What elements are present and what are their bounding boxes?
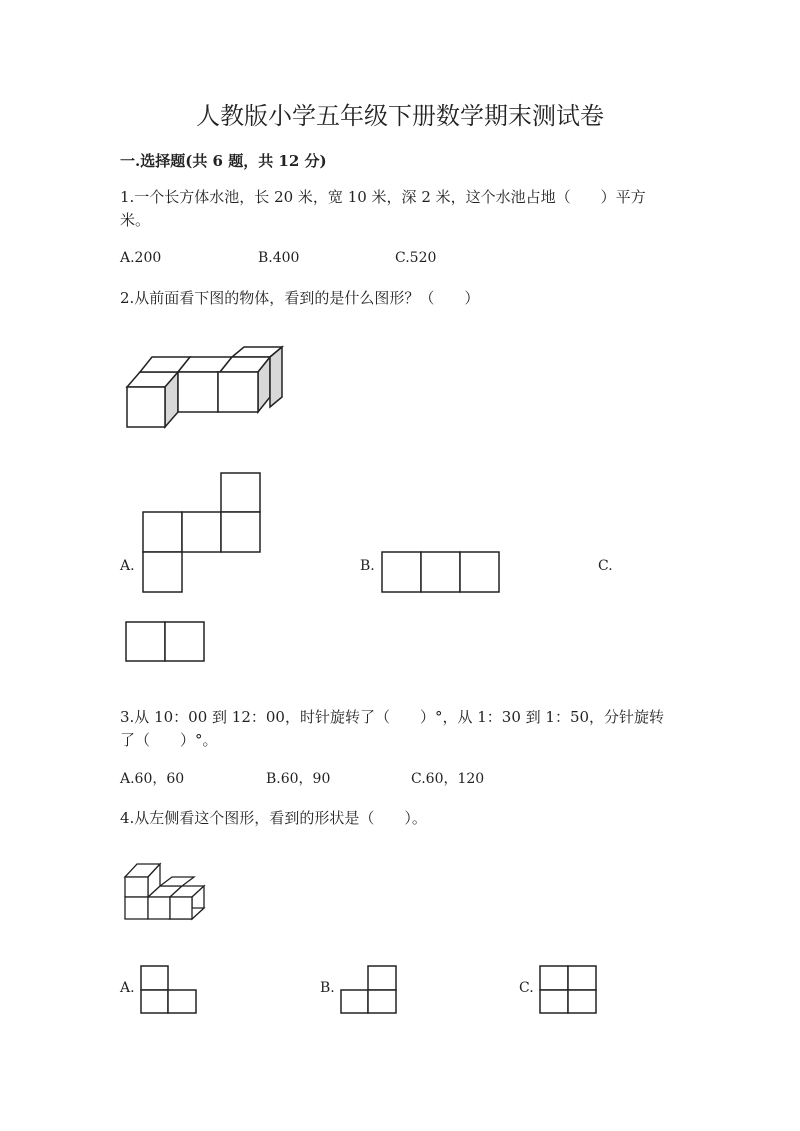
q3-text-line2: 了（ ）°。 [120,731,218,749]
q3-option-c[interactable]: C.60，120 [411,771,485,787]
q1-option-b[interactable]: B.400 [258,250,300,266]
q3-option-b[interactable]: B.60，90 [266,771,331,787]
q2-option-a[interactable]: A. [120,558,135,574]
q2-option-b[interactable]: B. [360,558,375,574]
q1-option-a[interactable]: A.200 [120,250,162,266]
q1-text-line2: 米。 [120,211,151,229]
q3-option-a[interactable]: A.60，60 [120,771,185,787]
q4-option-b[interactable]: B. [320,980,335,996]
q4-text: 4.从左侧看这个图形，看到的形状是（ ）。 [120,809,427,827]
page-title: 人教版小学五年级下册数学期末测试卷 [196,102,604,130]
q2-option-c[interactable]: C. [598,558,613,574]
q4-option-c[interactable]: C. [519,980,534,996]
q2-text: 2.从前面看下图的物体，看到的是什么图形？（ ） [120,289,480,307]
q3-text-line1: 3.从 10：00 到 12：00，时针旋转了（ ）°，从 1：30 到 1：50，分针旋转 [120,708,665,726]
q1-option-c[interactable]: C.520 [395,250,437,266]
q1-text-line1: 1.一个长方体水池，长 20 米，宽 10 米，深 2 米，这个水池占地（ ）平方 [120,188,646,206]
section-heading: 一.选择题(共 6 题，共 12 分) [120,152,327,170]
q4-option-a[interactable]: A. [120,980,135,996]
